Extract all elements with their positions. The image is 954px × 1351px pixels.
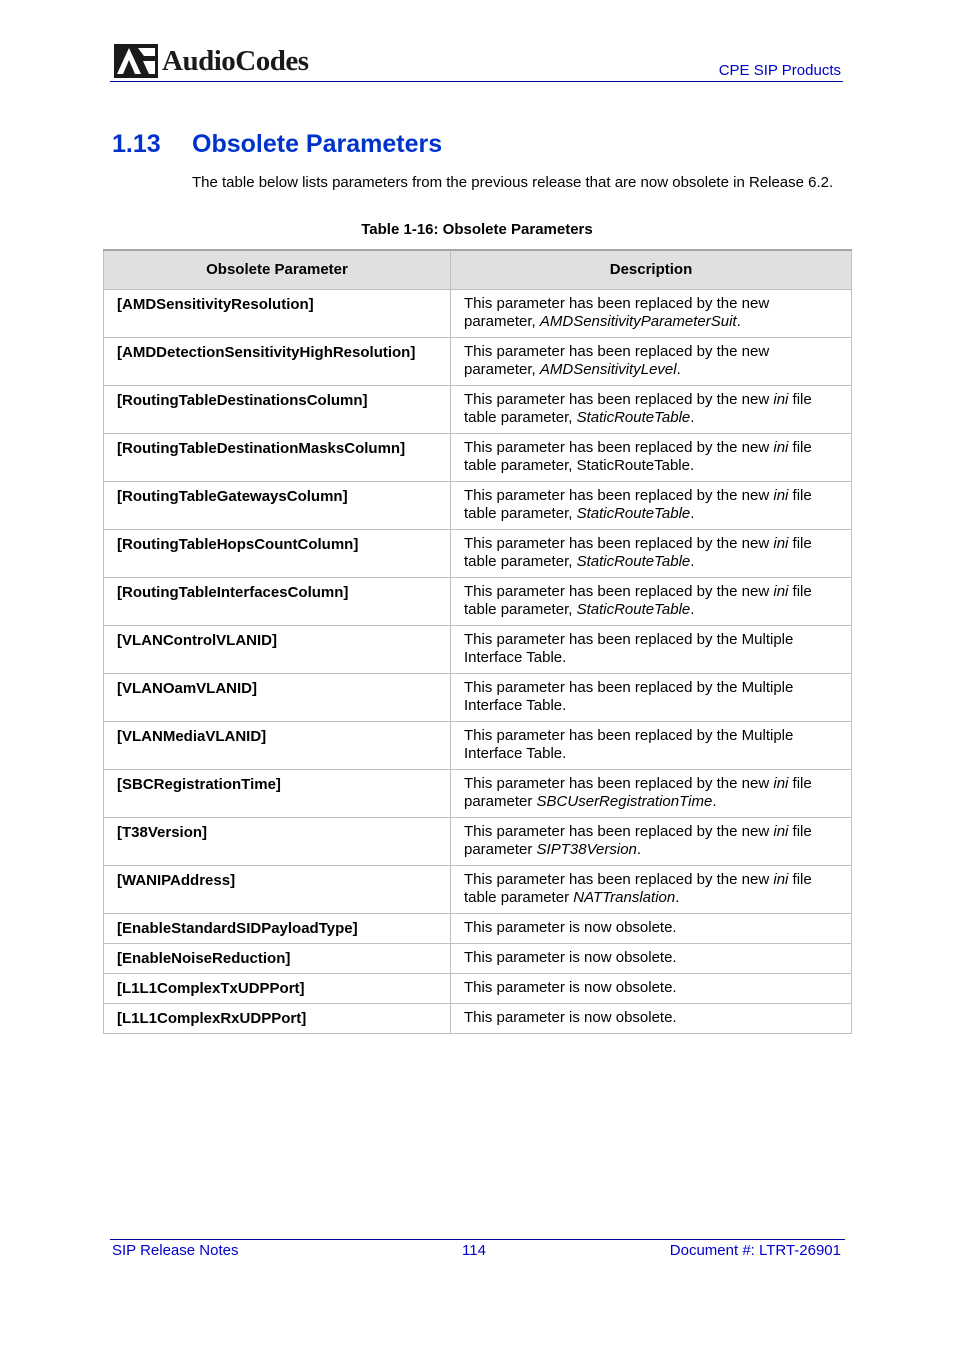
table-row <box>104 866 852 914</box>
parameter-name: [RoutingTableInterfacesColumn] <box>104 578 451 626</box>
audiocodes-logo-icon <box>114 44 158 78</box>
table-row <box>104 944 852 974</box>
logo-wordmark: AudioCodes <box>162 45 309 77</box>
parameter-description: This parameter has been replaced by the Multiple Interface Table. <box>451 722 852 770</box>
parameter-description: This parameter has been replaced by the new parameter, AMDSensitivityParameterSuit. <box>451 290 852 338</box>
page-header <box>110 42 843 82</box>
section-heading <box>112 130 442 159</box>
parameter-name: [L1L1ComplexRxUDPPort] <box>104 1004 451 1034</box>
parameter-description: This parameter has been replaced by the new ini file parameter SBCUserRegistrationTime. <box>451 770 852 818</box>
page-footer <box>110 1239 845 1261</box>
section-title: Obsolete Parameters <box>192 130 443 158</box>
parameter-description: This parameter has been replaced by the new ini file table parameter, StaticRouteTable. <box>451 386 852 434</box>
parameter-name: [VLANOamVLANID] <box>104 674 451 722</box>
column-header-description: Description <box>451 250 852 290</box>
parameter-description: This parameter has been replaced by the new ini file table parameter, StaticRouteTable. <box>451 578 852 626</box>
table-row <box>104 290 852 338</box>
parameter-name: [RoutingTableHopsCountColumn] <box>104 530 451 578</box>
parameter-name: [RoutingTableDestinationsColumn] <box>104 386 451 434</box>
parameter-description: This parameter is now obsolete. <box>451 1004 852 1034</box>
table-row <box>104 974 852 1004</box>
parameter-name: [AMDSensitivityResolution] <box>104 290 451 338</box>
table-caption: Table 1-16: Obsolete Parameters <box>361 221 593 238</box>
parameter-description: This parameter is now obsolete. <box>451 914 852 944</box>
parameter-name: [VLANControlVLANID] <box>104 626 451 674</box>
table-body <box>104 290 852 1034</box>
table-header-row <box>104 250 852 290</box>
table-row <box>104 434 852 482</box>
table-row <box>104 386 852 434</box>
section-number: 1.13 <box>112 130 161 158</box>
parameter-description: This parameter has been replaced by the new ini file parameter SIPT38Version. <box>451 818 852 866</box>
table-row <box>104 482 852 530</box>
parameter-description: This parameter has been replaced by the Multiple Interface Table. <box>451 674 852 722</box>
parameter-description: This parameter has been replaced by the new parameter, AMDSensitivityLevel. <box>451 338 852 386</box>
table-row <box>104 578 852 626</box>
table-row <box>104 770 852 818</box>
parameter-description: This parameter has been replaced by the Multiple Interface Table. <box>451 626 852 674</box>
footer-document-title: SIP Release Notes <box>112 1242 239 1259</box>
document-number: Document #: LTRT-26901 <box>669 1242 841 1259</box>
table-row <box>104 530 852 578</box>
parameter-description: This parameter has been replaced by the new ini file table parameter NATTranslation. <box>451 866 852 914</box>
parameter-name: [T38Version] <box>104 818 451 866</box>
table-row <box>104 1004 852 1034</box>
parameter-description: This parameter is now obsolete. <box>451 974 852 1004</box>
parameter-description: This parameter is now obsolete. <box>451 944 852 974</box>
intro-paragraph: The table below lists parameters from the previous release that are now obsolete in Release 6.2. <box>192 174 834 191</box>
parameter-name: [RoutingTableDestinationMasksColumn] <box>104 434 451 482</box>
table-row <box>104 818 852 866</box>
table-row <box>104 722 852 770</box>
column-header-parameter: Obsolete Parameter <box>104 250 451 290</box>
product-name: CPE SIP Products <box>718 62 841 79</box>
parameter-name: [VLANMediaVLANID] <box>104 722 451 770</box>
parameter-description: This parameter has been replaced by the new ini file table parameter, StaticRouteTable. <box>451 434 852 482</box>
table-row <box>104 338 852 386</box>
obsolete-parameters-table <box>103 249 852 1034</box>
table-row <box>104 674 852 722</box>
parameter-description: This parameter has been replaced by the new ini file table parameter, StaticRouteTable. <box>451 482 852 530</box>
footer-rule <box>110 1239 845 1240</box>
parameter-name: [WANIPAddress] <box>104 866 451 914</box>
parameter-name: [L1L1ComplexTxUDPPort] <box>104 974 451 1004</box>
parameter-description: This parameter has been replaced by the new ini file table parameter, StaticRouteTable. <box>451 530 852 578</box>
table-row <box>104 914 852 944</box>
parameter-name: [SBCRegistrationTime] <box>104 770 451 818</box>
table-row <box>104 626 852 674</box>
parameter-name: [AMDDetectionSensitivityHighResolution] <box>104 338 451 386</box>
parameter-name: [RoutingTableGatewaysColumn] <box>104 482 451 530</box>
page-number: 114 <box>462 1242 486 1259</box>
parameter-name: [EnableNoiseReduction] <box>104 944 451 974</box>
parameter-name: [EnableStandardSIDPayloadType] <box>104 914 451 944</box>
audiocodes-logo <box>114 44 309 78</box>
header-rule <box>110 81 843 82</box>
